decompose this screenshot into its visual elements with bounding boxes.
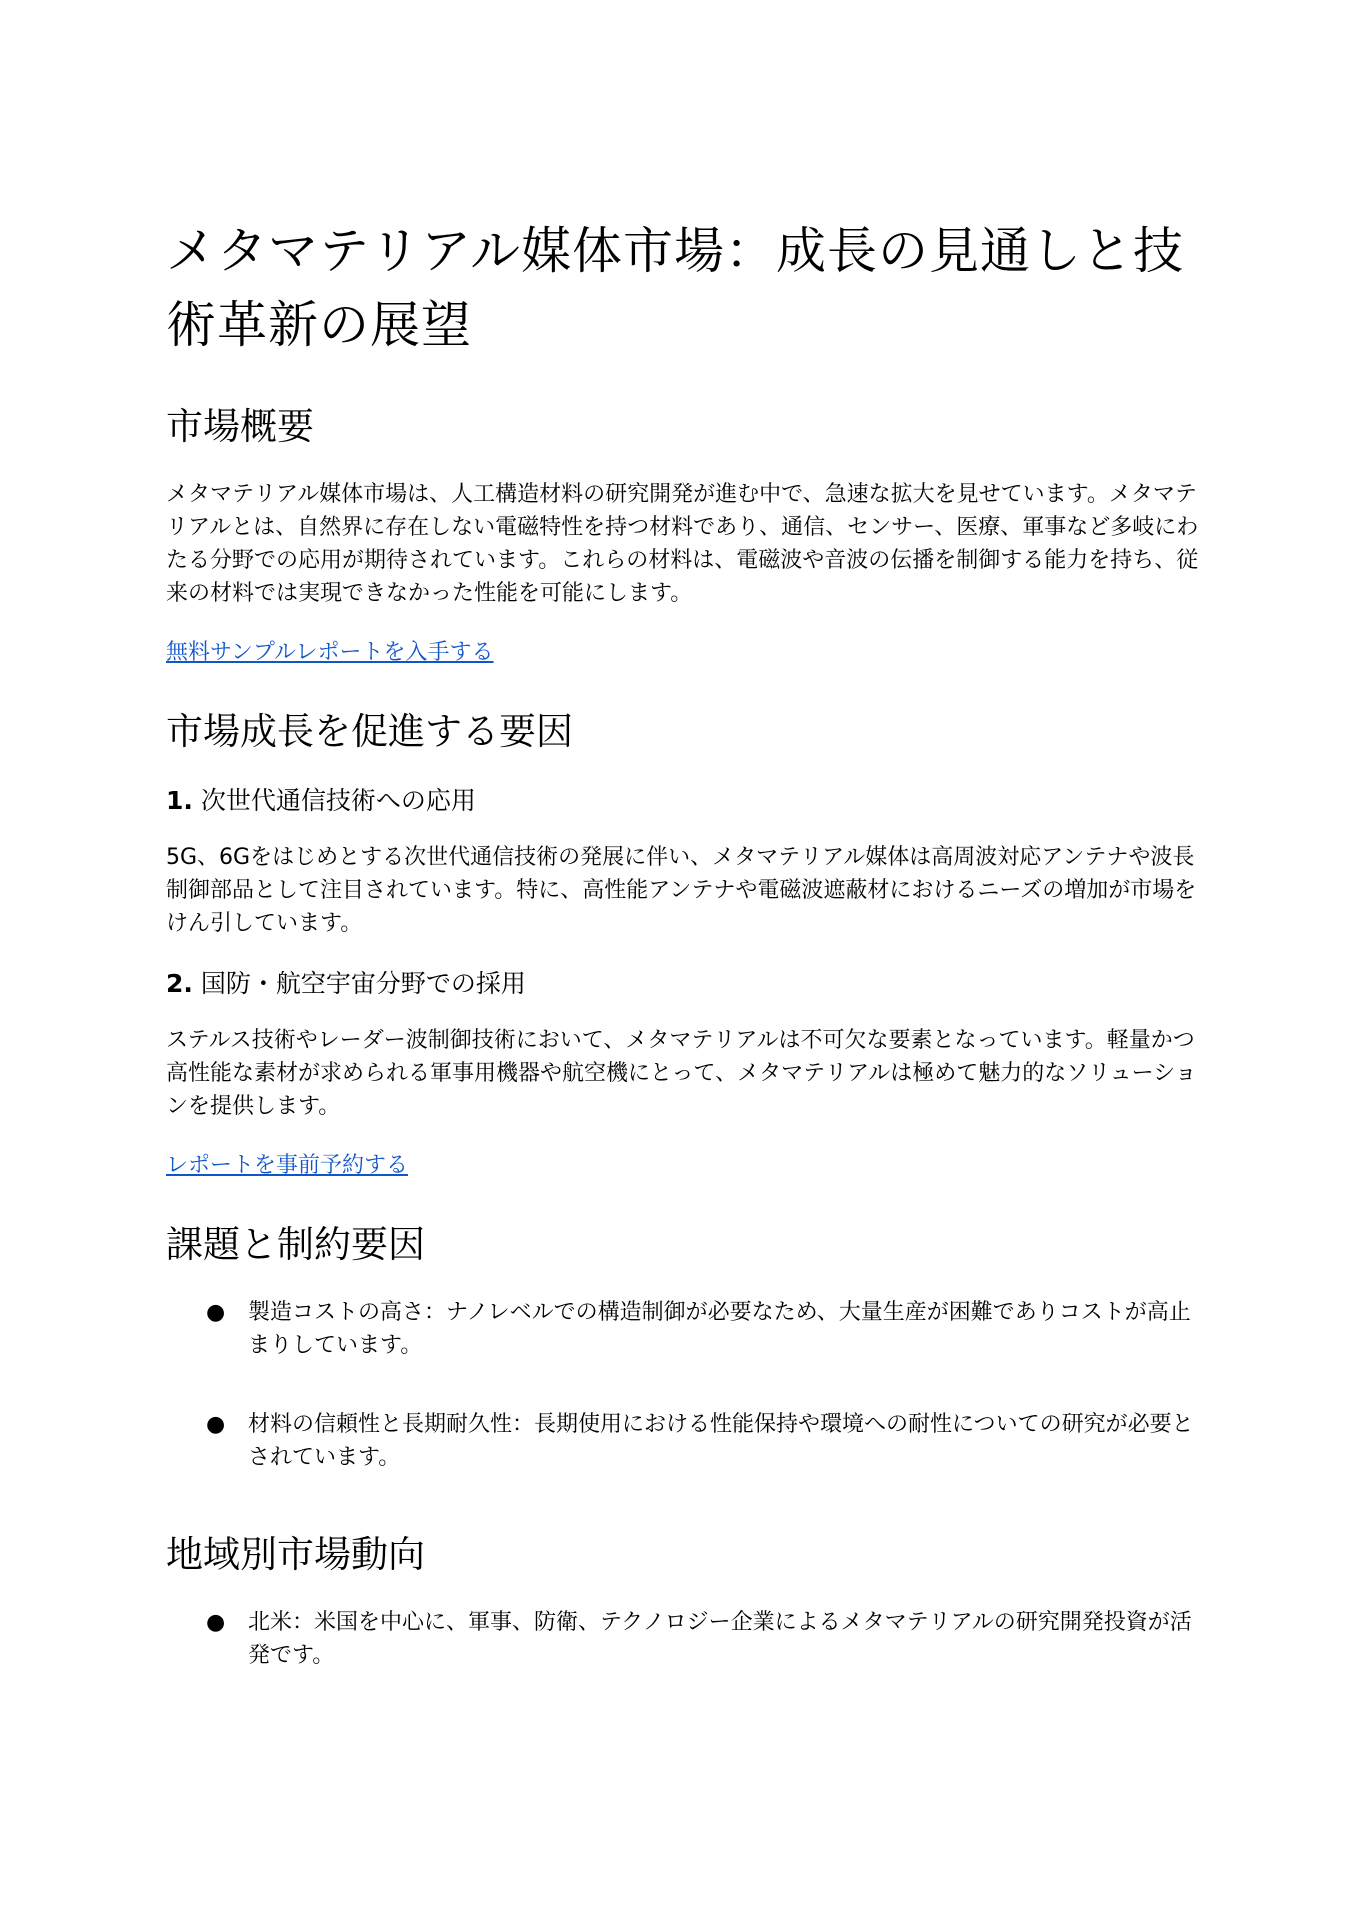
list-item [166, 1606, 1200, 1672]
driver-number-1: 1. [166, 786, 193, 815]
list-item [166, 1408, 1200, 1474]
regional-list [166, 1606, 1200, 1672]
driver-heading-2 [166, 966, 1200, 1002]
regional-text-1: 北米：米国を中心に、軍事、防衛、テクノロジー企業によるメタマテリアルの研究開発投資が活発です。 [248, 1610, 1192, 1668]
section-heading-drivers: 市場成長を促進する要因 [166, 710, 573, 753]
overview-paragraph: メタマテリアル媒体市場は、人工構造材料の研究開発が進む中で、急速な拡大を見せています。メタマテリアルとは、自然界に存在しない電磁特性を持つ材料であり、通信、センサー、医療、軍事など多岐にわたる分野での応用が期待されています。これらの材料は、電磁波や音波の伝播を制御する能力を持ち、従来の材料では実現できなかった性能を可能にします。 [166, 482, 1199, 606]
document-title: メタマテリアル媒体市場：成長の見通しと技術革新の展望 [166, 222, 1184, 354]
challenges-list [166, 1296, 1200, 1474]
sample-report-link[interactable]: 無料サンプルレポートを入手する [166, 640, 494, 665]
preorder-link-block [166, 1149, 1200, 1182]
section-heading-overview: 市場概要 [166, 405, 314, 448]
driver-heading-1 [166, 783, 1200, 819]
challenge-text-1: 製造コストの高さ：ナノレベルでの構造制御が必要なため、大量生産が困難でありコストが高止まりしています。 [248, 1300, 1191, 1358]
driver-paragraph-2: ステルス技術やレーダー波制御技術において、メタマテリアルは不可欠な要素となっています。軽量かつ高性能な素材が求められる軍事用機器や航空機にとって、メタマテリアルは極めて魅力的なソリューションを提供します。 [166, 1028, 1197, 1119]
section-spacer [166, 1520, 1200, 1530]
driver-paragraph-1: 5G、6Gをはじめとする次世代通信技術の発展に伴い、メタマテリアル媒体は高周波対応アンテナや波長制御部品として注目されています。特に、高性能アンテナや電磁波遮蔽材におけるニーズの増加が市場をけん引しています。 [166, 845, 1197, 936]
section-heading-challenges: 課題と制約要因 [166, 1223, 425, 1266]
sample-report-link-block [166, 636, 1200, 669]
driver-title-1: 次世代通信技術への応用 [200, 786, 476, 815]
driver-number-2: 2. [166, 969, 193, 998]
list-item [166, 1296, 1200, 1362]
bullet-icon: ● [206, 1412, 226, 1437]
preorder-report-link[interactable]: レポートを事前予約する [166, 1153, 409, 1178]
challenge-text-2: 材料の信頼性と長期耐久性：長期使用における性能保持や環境への耐性についての研究が必要とされています。 [248, 1412, 1194, 1470]
bullet-icon: ● [206, 1610, 226, 1635]
section-heading-regional: 地域別市場動向 [166, 1533, 425, 1576]
driver-title-2: 国防・航空宇宙分野での採用 [200, 969, 526, 998]
bullet-icon: ● [206, 1300, 226, 1325]
